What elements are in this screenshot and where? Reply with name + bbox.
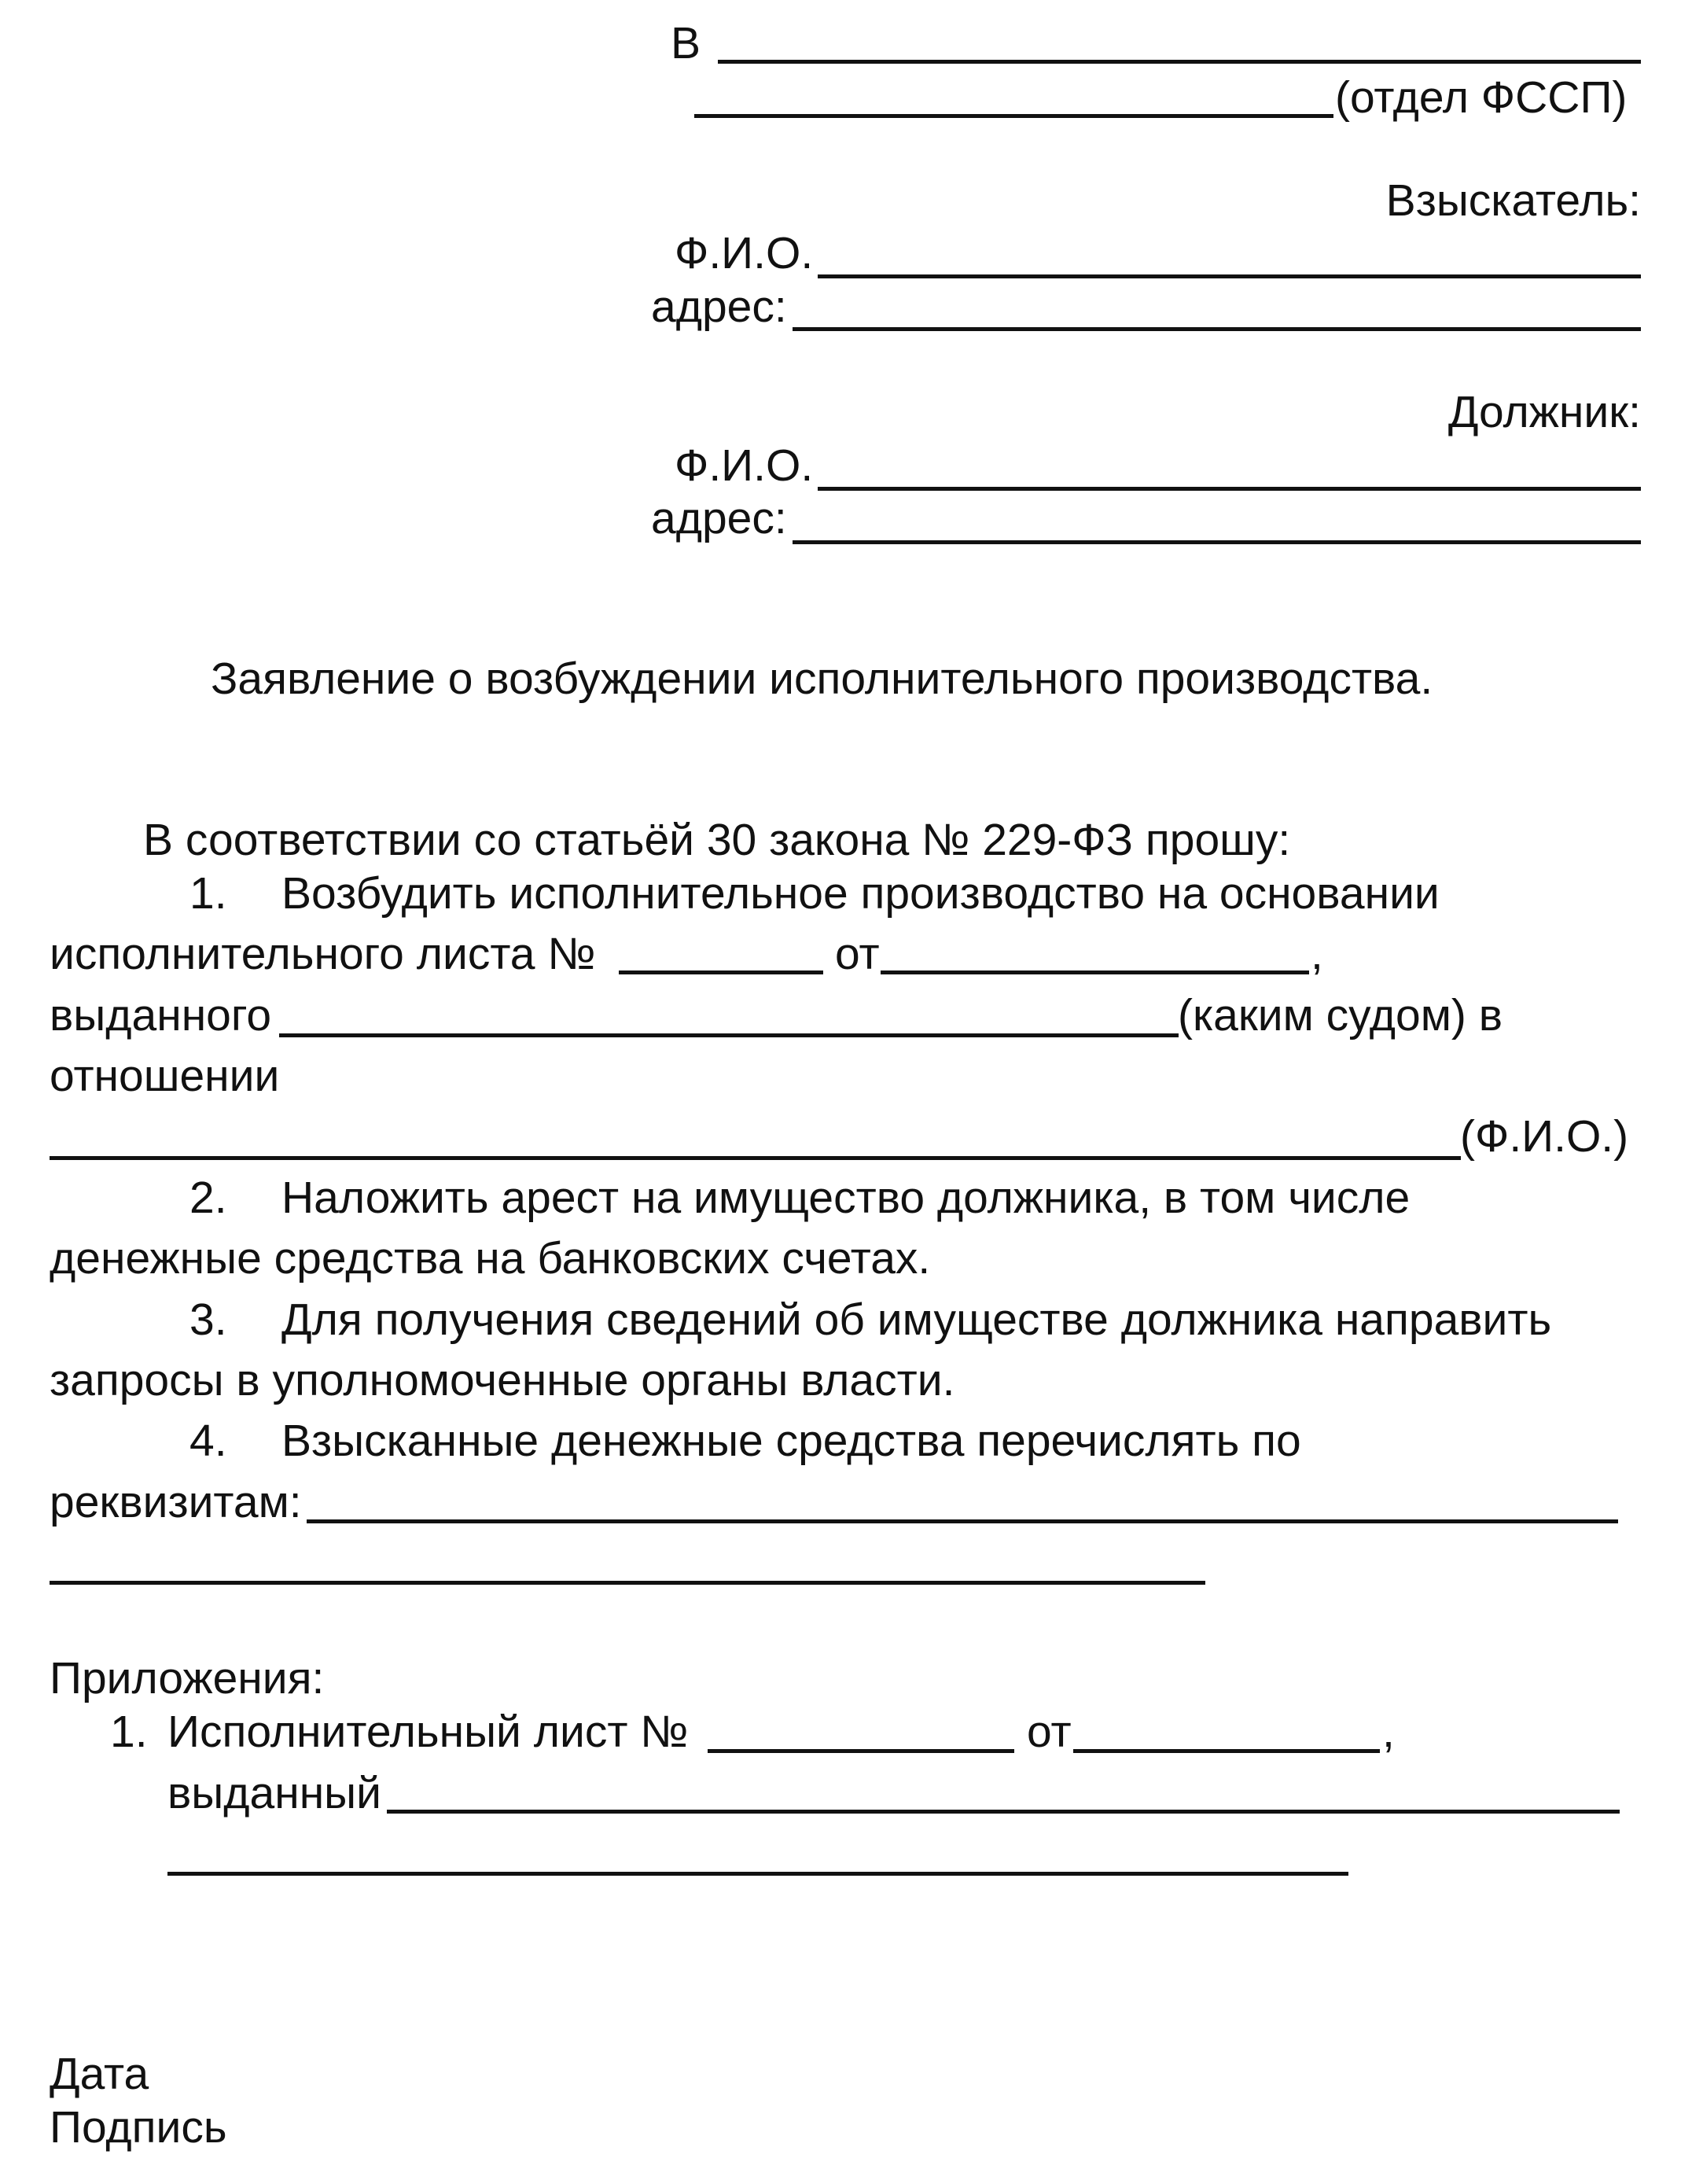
item4-requisites-blank [307,1519,1618,1523]
fssp-label: (отдел ФССП) [1335,72,1628,123]
attachment1-issuer-blank-2 [167,1872,1348,1876]
item2-line1: Наложить арест на имущество должника, в том числе [281,1173,1411,1223]
claimant-heading: Взыскатель: [1385,175,1641,226]
attachment1-from-label: от [1027,1707,1072,1757]
item4-requisites-label: реквизитам: [50,1477,302,1527]
claimant-fio-blank [818,274,1641,278]
attachment1-number: 1. [110,1707,148,1757]
item1-regarding-label: отношении [50,1051,280,1101]
recipient-blank [718,60,1641,64]
claimant-fio-label: Ф.И.О. [675,228,814,278]
attachment1-date-blank [1073,1749,1380,1753]
debtor-address-label: адрес: [651,493,787,543]
recipient-prefix: В [671,18,701,68]
item1-line1: Возбудить исполнительное производство на основании [281,868,1440,919]
attachment1-writ-number-blank [708,1749,1014,1753]
attachment1-writ-label: Исполнительный лист № [167,1707,689,1757]
item4-line1: Взысканные денежные средства перечислять по [281,1416,1301,1466]
date-label: Дата [50,2049,149,2099]
item4-requisites-blank-2 [50,1581,1205,1585]
item3-line1: Для получения сведений об имуществе должника направить [281,1295,1552,1345]
attachment1-issued-label: выданный [167,1768,381,1818]
item1-court-blank [279,1033,1179,1037]
item3-line2: запросы в уполномоченные органы власти. [50,1355,955,1405]
signature-label: Подпись [50,2102,227,2153]
item1-number: 1. [189,868,227,919]
claimant-address-blank [793,327,1641,331]
attachment1-comma: , [1382,1707,1395,1757]
item4-number: 4. [189,1416,227,1466]
item1-court-label: (каким судом) в [1178,990,1503,1040]
claimant-address-label: адрес: [651,282,787,332]
debtor-fio-blank [818,487,1641,491]
item1-issued-label: выданного [50,990,272,1040]
request-intro: В соответствии со статьёй 30 закона № 229-ФЗ прошу: [143,815,1291,865]
item3-number: 3. [189,1295,227,1345]
item1-writ-label: исполнительного листа № [50,929,596,979]
item1-writ-number-blank [619,970,823,974]
attachment1-issuer-blank [387,1810,1620,1814]
item1-fio-label: (Ф.И.О.) [1460,1111,1629,1162]
item1-from-label: от [835,929,880,979]
attachments-heading: Приложения: [50,1653,325,1703]
item1-writ-date-blank [881,970,1309,974]
item2-line2: денежные средства на банковских счетах. [50,1233,931,1284]
item1-debtor-name-blank [50,1156,1461,1160]
document-title: Заявление о возбуждении исполнительного производства. [211,654,1433,704]
debtor-address-blank [793,540,1641,544]
debtor-heading: Должник: [1447,387,1641,437]
item1-comma: , [1311,929,1323,979]
fssp-department-blank [694,114,1333,118]
debtor-fio-label: Ф.И.О. [675,440,814,491]
item2-number: 2. [189,1173,227,1223]
